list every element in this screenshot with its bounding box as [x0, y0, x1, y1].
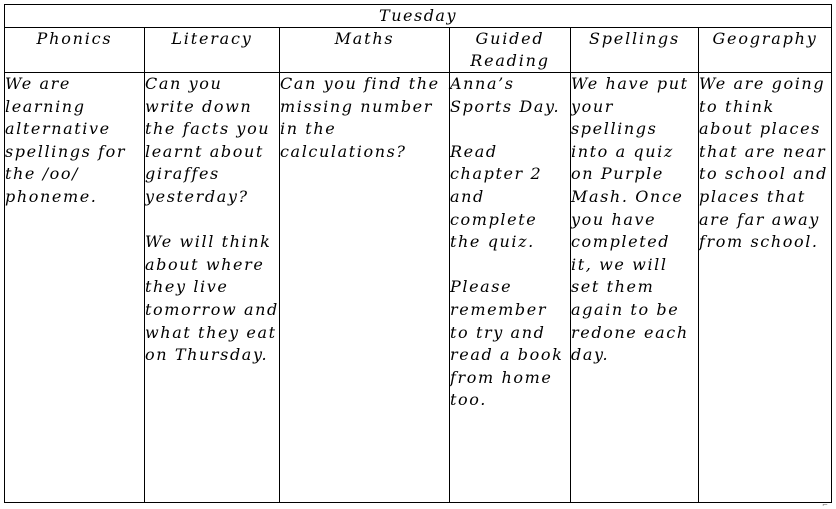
subject-header-maths: Maths [280, 28, 450, 73]
activity-text: We have put your spellings into a quiz on Purple Mash. Once you have completed it, we will set them again to be redone each day. [571, 74, 689, 365]
activity-text: Can you write down the facts you learnt about giraffes yesterday? [145, 74, 271, 206]
subject-header-phonics: Phonics [5, 28, 145, 73]
day-title: Tuesday [5, 5, 832, 28]
activity-cell-guided-reading [450, 73, 571, 503]
subject-header-geography: Geography [699, 28, 832, 73]
table-corner-marker: ⌐ [822, 501, 828, 509]
subject-header-row [5, 28, 832, 73]
activity-text: Please remember to try and read a book from home too. [450, 277, 564, 410]
activity-text: We are going to think about places that are near to school and places that are far away from school. [699, 74, 828, 252]
activity-text: Anna’s Sports Day. [450, 74, 561, 116]
day-row [5, 5, 832, 28]
activity-text: We will think about where they live tomorrow and what they eat on Thursday. [145, 232, 279, 365]
activity-cell-spellings [571, 73, 699, 503]
activity-cell-maths [280, 73, 450, 503]
activity-row [5, 73, 832, 503]
activity-cell-phonics [5, 73, 145, 503]
activity-text: Read chapter 2 and complete the quiz. [450, 141, 543, 252]
subject-header-spellings: Spellings [571, 28, 699, 73]
subject-header-literacy: Literacy [145, 28, 280, 73]
activity-text: Can you find the missing number in the calculations? [280, 74, 440, 161]
activity-cell-geography [699, 73, 832, 503]
activity-cell-literacy [145, 73, 280, 503]
timetable [4, 4, 832, 503]
activity-text: We are learning alternative spellings for the /oo/ phoneme. [5, 74, 127, 206]
subject-header-guided-reading: Guided Reading [450, 28, 571, 73]
